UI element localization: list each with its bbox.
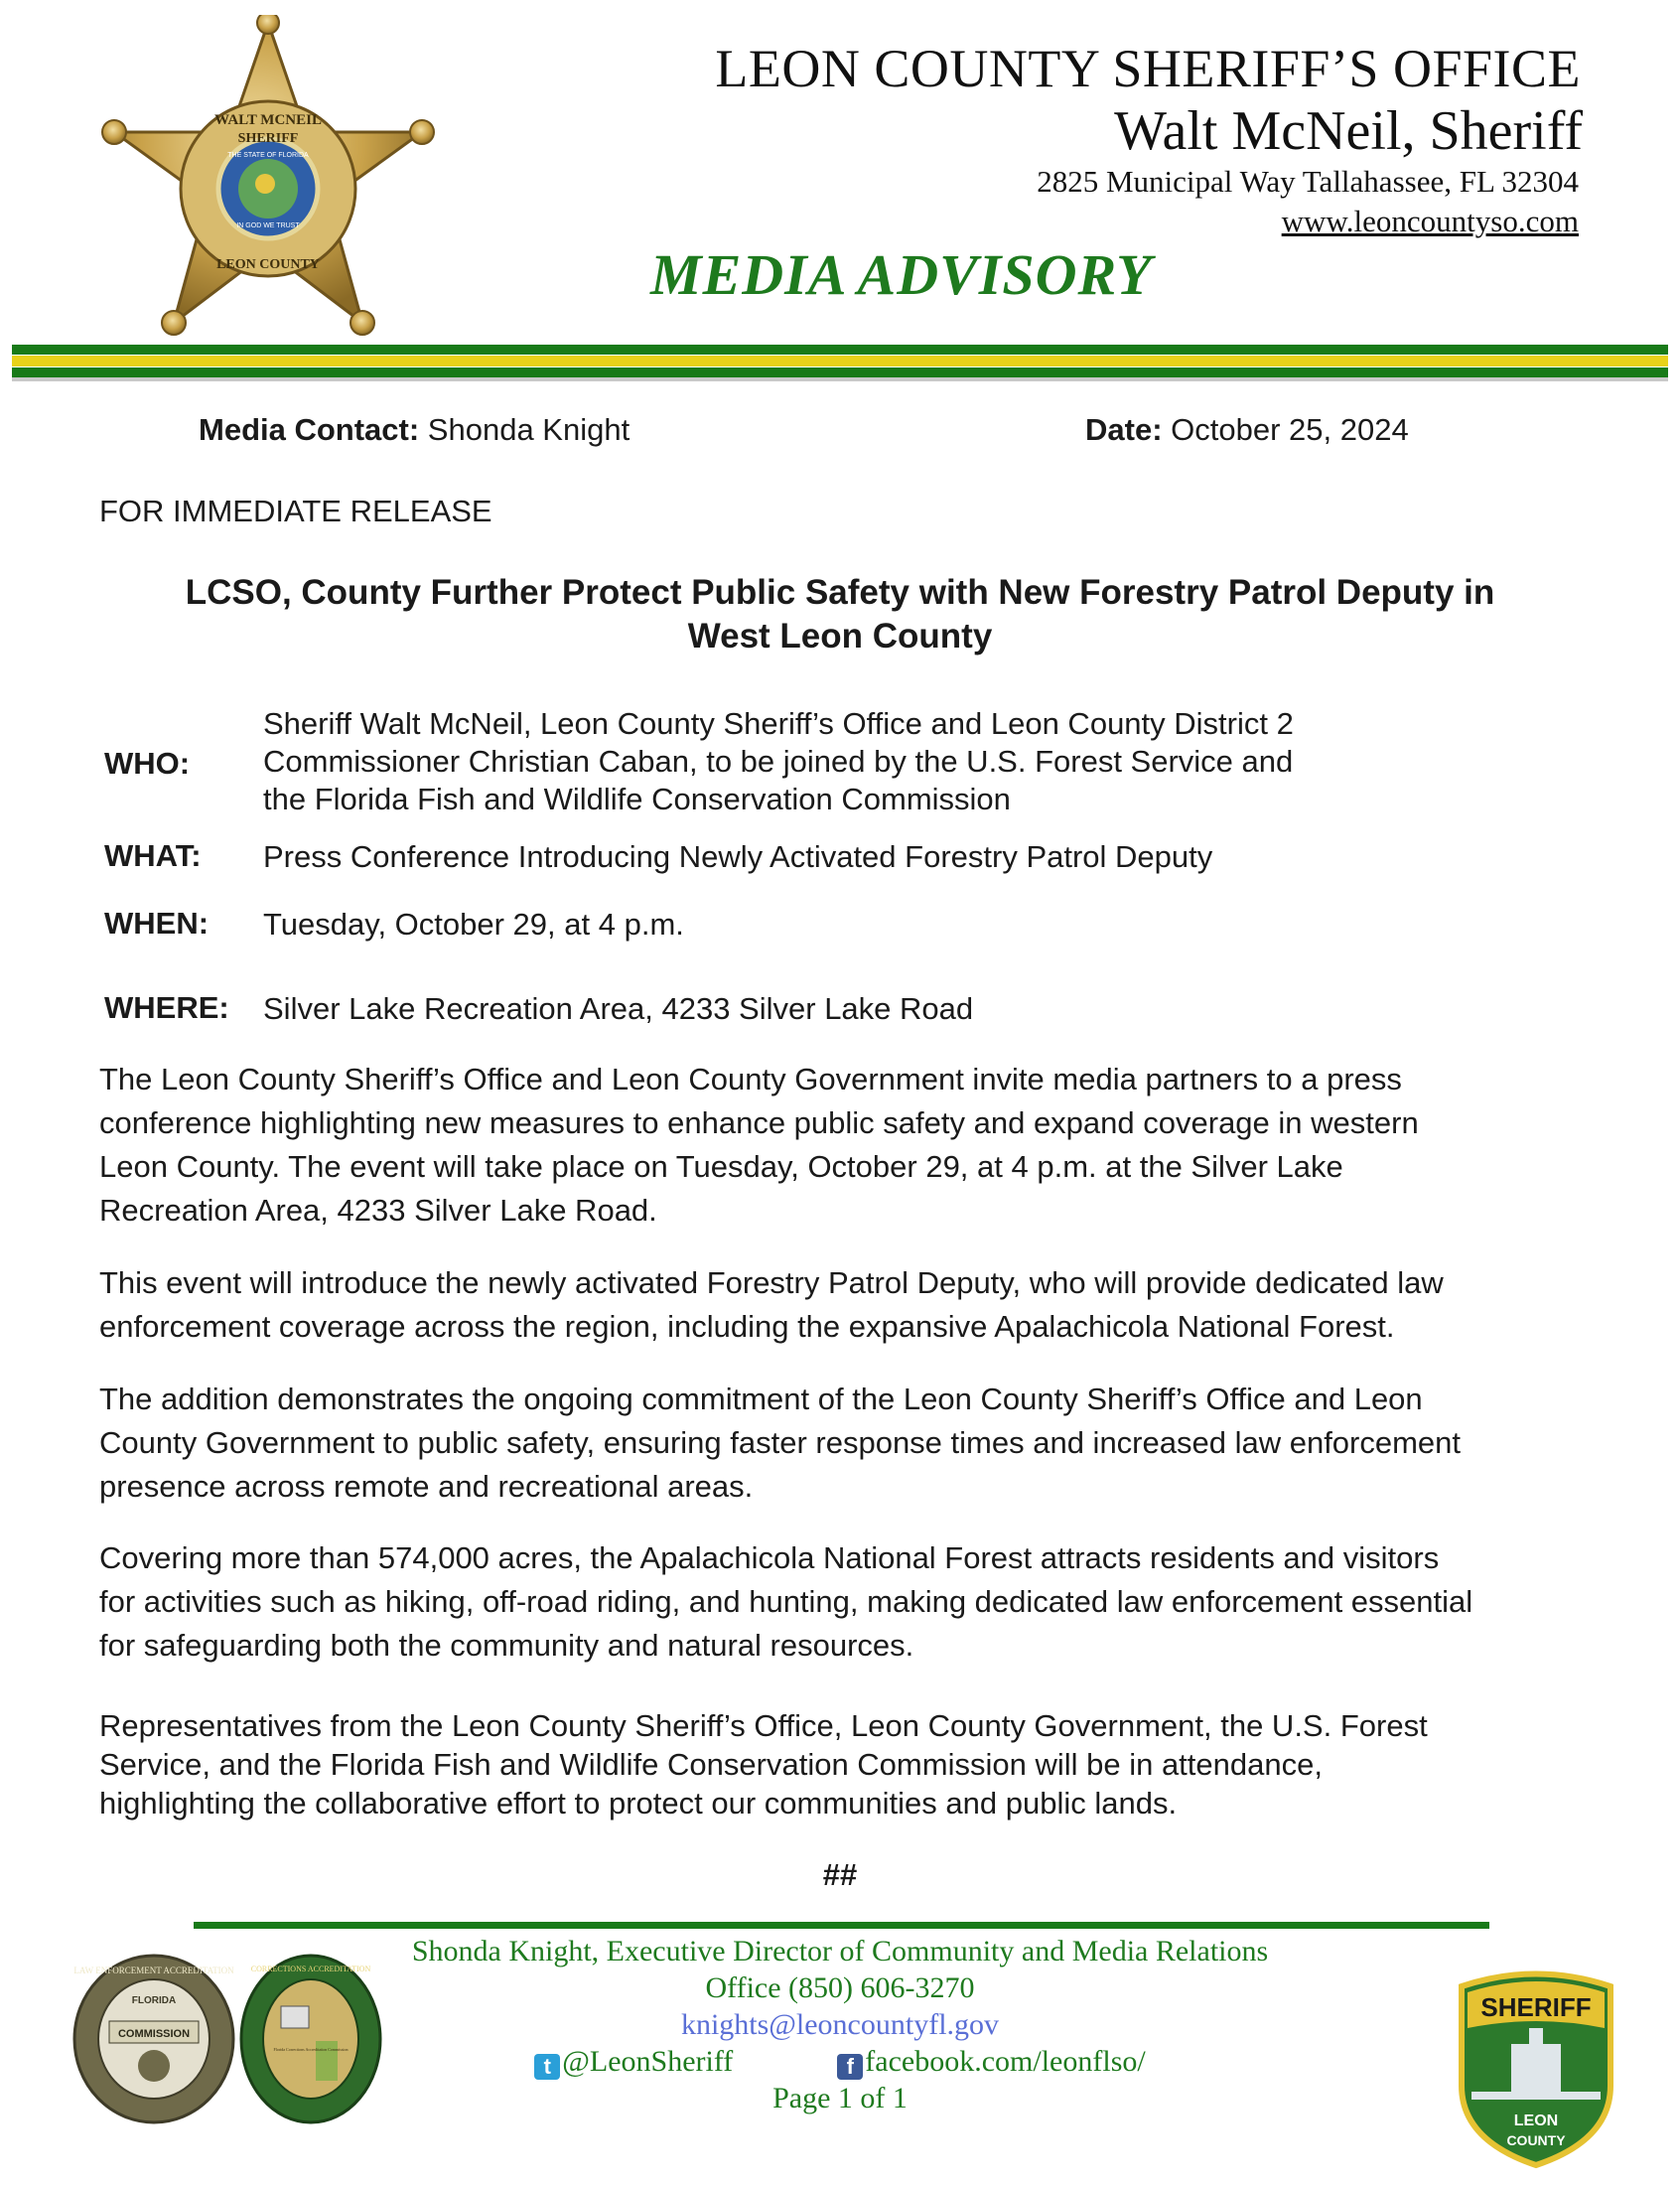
- sheriff-patch-icon: [1452, 1966, 1620, 2170]
- patch-text-bottom-1: LEON: [1513, 2112, 1559, 2129]
- who-line: the Florida Fish and Wildlife Conservation Commission: [263, 782, 1011, 816]
- footer-email-link[interactable]: knights@leoncountyfl.gov: [680, 2008, 1000, 2041]
- paragraph-event: [99, 1261, 1589, 1349]
- where-text: Silver Lake Recreation Area, 4233 Silver Lake Road: [263, 991, 974, 1026]
- date-label: Date:: [1085, 412, 1163, 447]
- header-rule-green-top: [12, 345, 1668, 355]
- what-text: Press Conference Introducing Newly Activated Forestry Patrol Deputy: [263, 839, 1213, 874]
- patch-text-top: SHERIFF: [1480, 1992, 1592, 2022]
- paragraph-line: enforcement coverage across the region, including the expansive Apalachicola National Forest.: [99, 1309, 1395, 1344]
- paragraph-line: conference highlighting new measures to enhance public safety and expand coverage in western: [99, 1105, 1419, 1140]
- media-advisory-heading: MEDIA ADVISORY: [650, 242, 1153, 307]
- badge-text-mid: SHERIFF: [237, 131, 299, 146]
- media-contact-name: Shonda Knight: [419, 412, 630, 447]
- office-address: 2825 Municipal Way Tallahassee, FL 32304: [1037, 164, 1579, 199]
- paragraph-representatives: [99, 1706, 1589, 1822]
- badge-text-motto: IN GOD WE TRUST: [236, 222, 300, 229]
- what-label: WHAT:: [104, 838, 202, 873]
- headline-line-2: West Leon County: [687, 617, 993, 656]
- end-mark: ##: [822, 1857, 858, 1892]
- paragraph-line: Representatives from the Leon County Sheriff’s Office, Leon County Government, the U.S. Forest: [99, 1708, 1428, 1743]
- seal-corr-text: CORRECTIONS ACCREDITATION: [250, 1965, 371, 1973]
- sheriff-name: Walt McNeil, Sheriff: [1114, 100, 1583, 162]
- sheriff-star-badge-icon: [94, 15, 442, 343]
- release-date: [1085, 412, 1409, 448]
- immediate-release: FOR IMMEDIATE RELEASE: [99, 494, 492, 528]
- seal-corr-center: Florida Corrections Accreditation Commission: [273, 2047, 349, 2052]
- headline: [99, 571, 1581, 658]
- footer-contact-name: Shonda Knight, Executive Director of Community and Media Relations: [411, 1935, 1269, 1967]
- paragraph-line: The addition demonstrates the ongoing commitment of the Leon County Sheriff’s Office and Leon: [99, 1382, 1423, 1416]
- badge-text-top: WALT MCNEIL: [214, 112, 322, 128]
- seal-le-text: LAW ENFORCEMENT ACCREDITATION: [73, 1966, 234, 1975]
- facebook-icon[interactable]: f: [837, 2054, 863, 2080]
- seal-le-center: FLORIDA: [131, 1995, 177, 2006]
- badge-text-center: THE STATE OF FLORIDA: [227, 152, 309, 159]
- paragraph-line: Covering more than 574,000 acres, the Apalachicola National Forest attracts residents and visitors: [99, 1540, 1440, 1575]
- who-line: Sheriff Walt McNeil, Leon County Sheriff’s Office and Leon County District 2: [263, 706, 1294, 741]
- twitter-handle-link[interactable]: @LeonSheriff: [562, 2045, 734, 2078]
- who-line: Commissioner Christian Caban, to be joined by the U.S. Forest Service and: [263, 744, 1294, 779]
- paragraph-line: County Government to public safety, ensuring faster response times and increased law enforcement: [99, 1425, 1462, 1460]
- website-link[interactable]: www.leoncountyso.com: [1281, 204, 1579, 238]
- footer-office-phone: Office (850) 606-3270: [705, 1971, 975, 2004]
- paragraph-commitment: [99, 1378, 1589, 1509]
- headline-line-1: LCSO, County Further Protect Public Safety with New Forestry Patrol Deputy in: [185, 573, 1495, 612]
- twitter-icon[interactable]: t: [534, 2054, 560, 2080]
- paragraph-invitation: [99, 1058, 1589, 1233]
- office-title: LEON COUNTY SHERIFF’S OFFICE: [715, 39, 1581, 98]
- facebook-link[interactable]: facebook.com/leonflso/: [865, 2045, 1146, 2078]
- paragraph-forest: [99, 1536, 1589, 1668]
- page-number: Page 1 of 1: [772, 2082, 908, 2114]
- paragraph-line: Service, and the Florida Fish and Wildlife Conservation Commission will be in attendance,: [99, 1747, 1323, 1782]
- paragraph-line: Leon County. The event will take place on Tuesday, October 29, at 4 p.m. at the Silver Lake: [99, 1149, 1343, 1184]
- when-label: WHEN:: [104, 906, 210, 941]
- who-label: WHO:: [104, 746, 191, 781]
- paragraph-line: for activities such as hiking, off-road riding, and hunting, making dedicated law enforcement essential: [99, 1584, 1473, 1619]
- badge-text-bottom: LEON COUNTY: [216, 257, 320, 272]
- paragraph-line: presence across remote and recreational areas.: [99, 1469, 754, 1504]
- patch-text-bottom-2: COUNTY: [1506, 2132, 1566, 2148]
- paragraph-line: highlighting the collaborative effort to protect our communities and public lands.: [99, 1786, 1178, 1821]
- paragraph-line: for safeguarding both the community and natural resources.: [99, 1628, 914, 1663]
- header-rule-shadow: [12, 377, 1668, 381]
- when-text: Tuesday, October 29, at 4 p.m.: [263, 907, 684, 942]
- paragraph-line: The Leon County Sheriff’s Office and Leon County Government invite media partners to a press: [99, 1062, 1402, 1096]
- header-rule-yellow: [12, 356, 1668, 366]
- footer-social-links: [0, 2044, 1680, 2080]
- header-rule-green-bottom: [12, 367, 1668, 377]
- who-text: [263, 705, 1294, 818]
- where-label: WHERE:: [104, 990, 229, 1025]
- paragraph-line: This event will introduce the newly activated Forestry Patrol Deputy, who will provide dedicated law: [99, 1265, 1444, 1300]
- media-contact-label: Media Contact:: [199, 412, 420, 447]
- footer-rule: [194, 1922, 1489, 1929]
- seal-le-commission: COMMISSION: [117, 2028, 191, 2040]
- paragraph-line: Recreation Area, 4233 Silver Lake Road.: [99, 1193, 657, 1228]
- date-value: October 25, 2024: [1162, 412, 1409, 447]
- media-contact: [199, 412, 630, 448]
